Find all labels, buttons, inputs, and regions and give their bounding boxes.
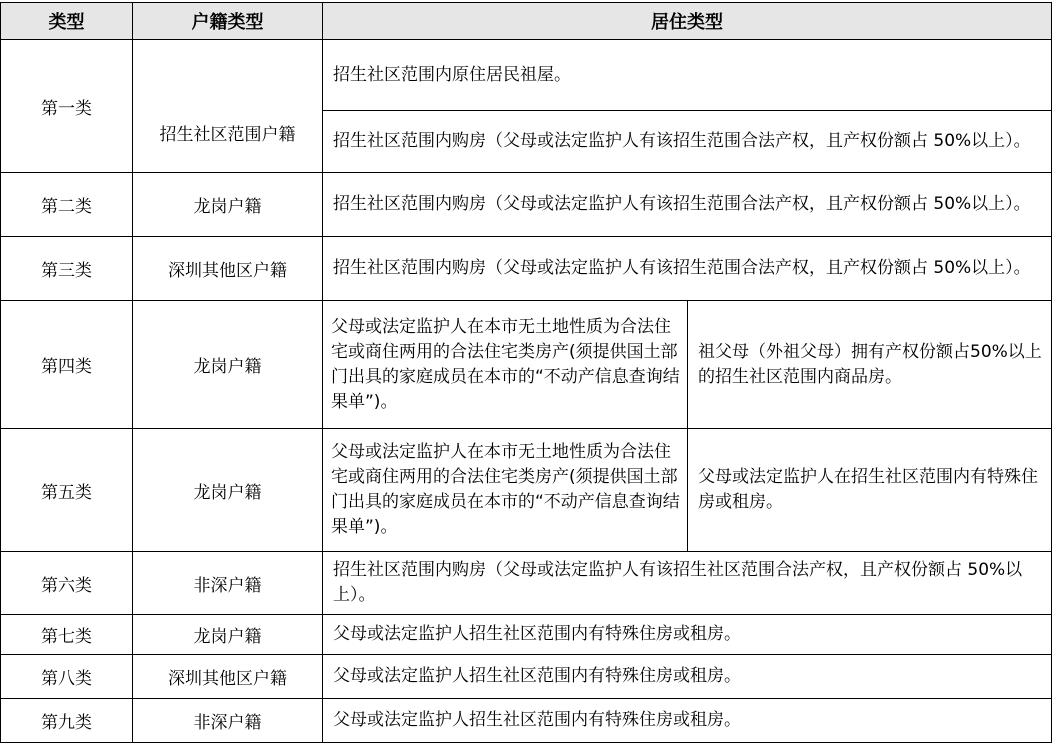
- household-cell: 龙岗户籍: [133, 615, 323, 655]
- residence-left-cell: 父母或法定监护人在本市无土地性质为合法住宅或商住两用的合法住宅类房产(须提供国土部门出具的家庭成员在本市的“不动产信息查询结果单”)。: [323, 301, 688, 429]
- category-cell: 第九类: [1, 699, 133, 743]
- table-row: [1, 655, 1052, 699]
- residence-cell: 招生社区范围内购房（父母或法定监护人有该招生范围合法产权，且产权份额占 50%以上）。: [323, 173, 1052, 237]
- residence-left-cell: 父母或法定监护人在本市无土地性质为合法住宅或商住两用的合法住宅类房产(须提供国土部门出具的家庭成员在本市的“不动产信息查询结果单”)。: [323, 429, 688, 552]
- table-row: [1, 699, 1052, 743]
- category-cell: 第七类: [1, 615, 133, 655]
- table-row: [1, 429, 1052, 552]
- residence-cell: 招生社区范围内原住居民祖屋。: [323, 40, 1052, 111]
- residence-cell: 父母或法定监护人招生社区范围内有特殊住房或租房。: [323, 699, 1052, 743]
- residence-cell: 父母或法定监护人招生社区范围内有特殊住房或租房。: [323, 615, 1052, 655]
- household-cell: 龙岗户籍: [133, 301, 323, 429]
- category-cell: 第八类: [1, 655, 133, 699]
- category-cell: 第三类: [1, 237, 133, 301]
- table-row: [1, 301, 1052, 429]
- residence-cell: 父母或法定监护人招生社区范围内有特殊住房或租房。: [323, 655, 1052, 699]
- header-row: [1, 3, 1052, 40]
- table-row: [1, 552, 1052, 615]
- header-residence: 居住类型: [323, 3, 1052, 40]
- category-cell: 第五类: [1, 429, 133, 552]
- table-row: [1, 237, 1052, 301]
- table-row: [1, 615, 1052, 655]
- table-row: [1, 173, 1052, 237]
- header-household: 户籍类型: [133, 3, 323, 40]
- household-cell: 深圳其他区户籍: [133, 237, 323, 301]
- category-cell: 第一类: [1, 40, 133, 173]
- table-row: [1, 40, 1052, 111]
- residence-right-cell: 祖父母（外祖父母）拥有产权份额占50%以上的招生社区范围内商品房。: [688, 301, 1052, 429]
- household-cell: 非深户籍: [133, 552, 323, 615]
- header-category: 类型: [1, 3, 133, 40]
- residence-cell: 招生社区范围内购房（父母或法定监护人有该招生范围合法产权，且产权份额占 50%以上）。: [323, 111, 1052, 173]
- household-cell: 龙岗户籍: [133, 429, 323, 552]
- household-cell: 招生社区范围户籍: [133, 40, 323, 173]
- residence-cell: 招生社区范围内购房（父母或法定监护人有该招生社区范围合法产权，且产权份额占 50%以上）。: [323, 552, 1052, 615]
- residence-right-cell: 父母或法定监护人在招生社区范围内有特殊住房或租房。: [688, 429, 1052, 552]
- category-cell: 第四类: [1, 301, 133, 429]
- enrollment-category-table: [0, 2, 1052, 743]
- household-cell: 深圳其他区户籍: [133, 655, 323, 699]
- category-cell: 第六类: [1, 552, 133, 615]
- household-cell: 龙岗户籍: [133, 173, 323, 237]
- household-cell: 非深户籍: [133, 699, 323, 743]
- category-cell: 第二类: [1, 173, 133, 237]
- residence-cell: 招生社区范围内购房（父母或法定监护人有该招生范围合法产权，且产权份额占 50%以上）。: [323, 237, 1052, 301]
